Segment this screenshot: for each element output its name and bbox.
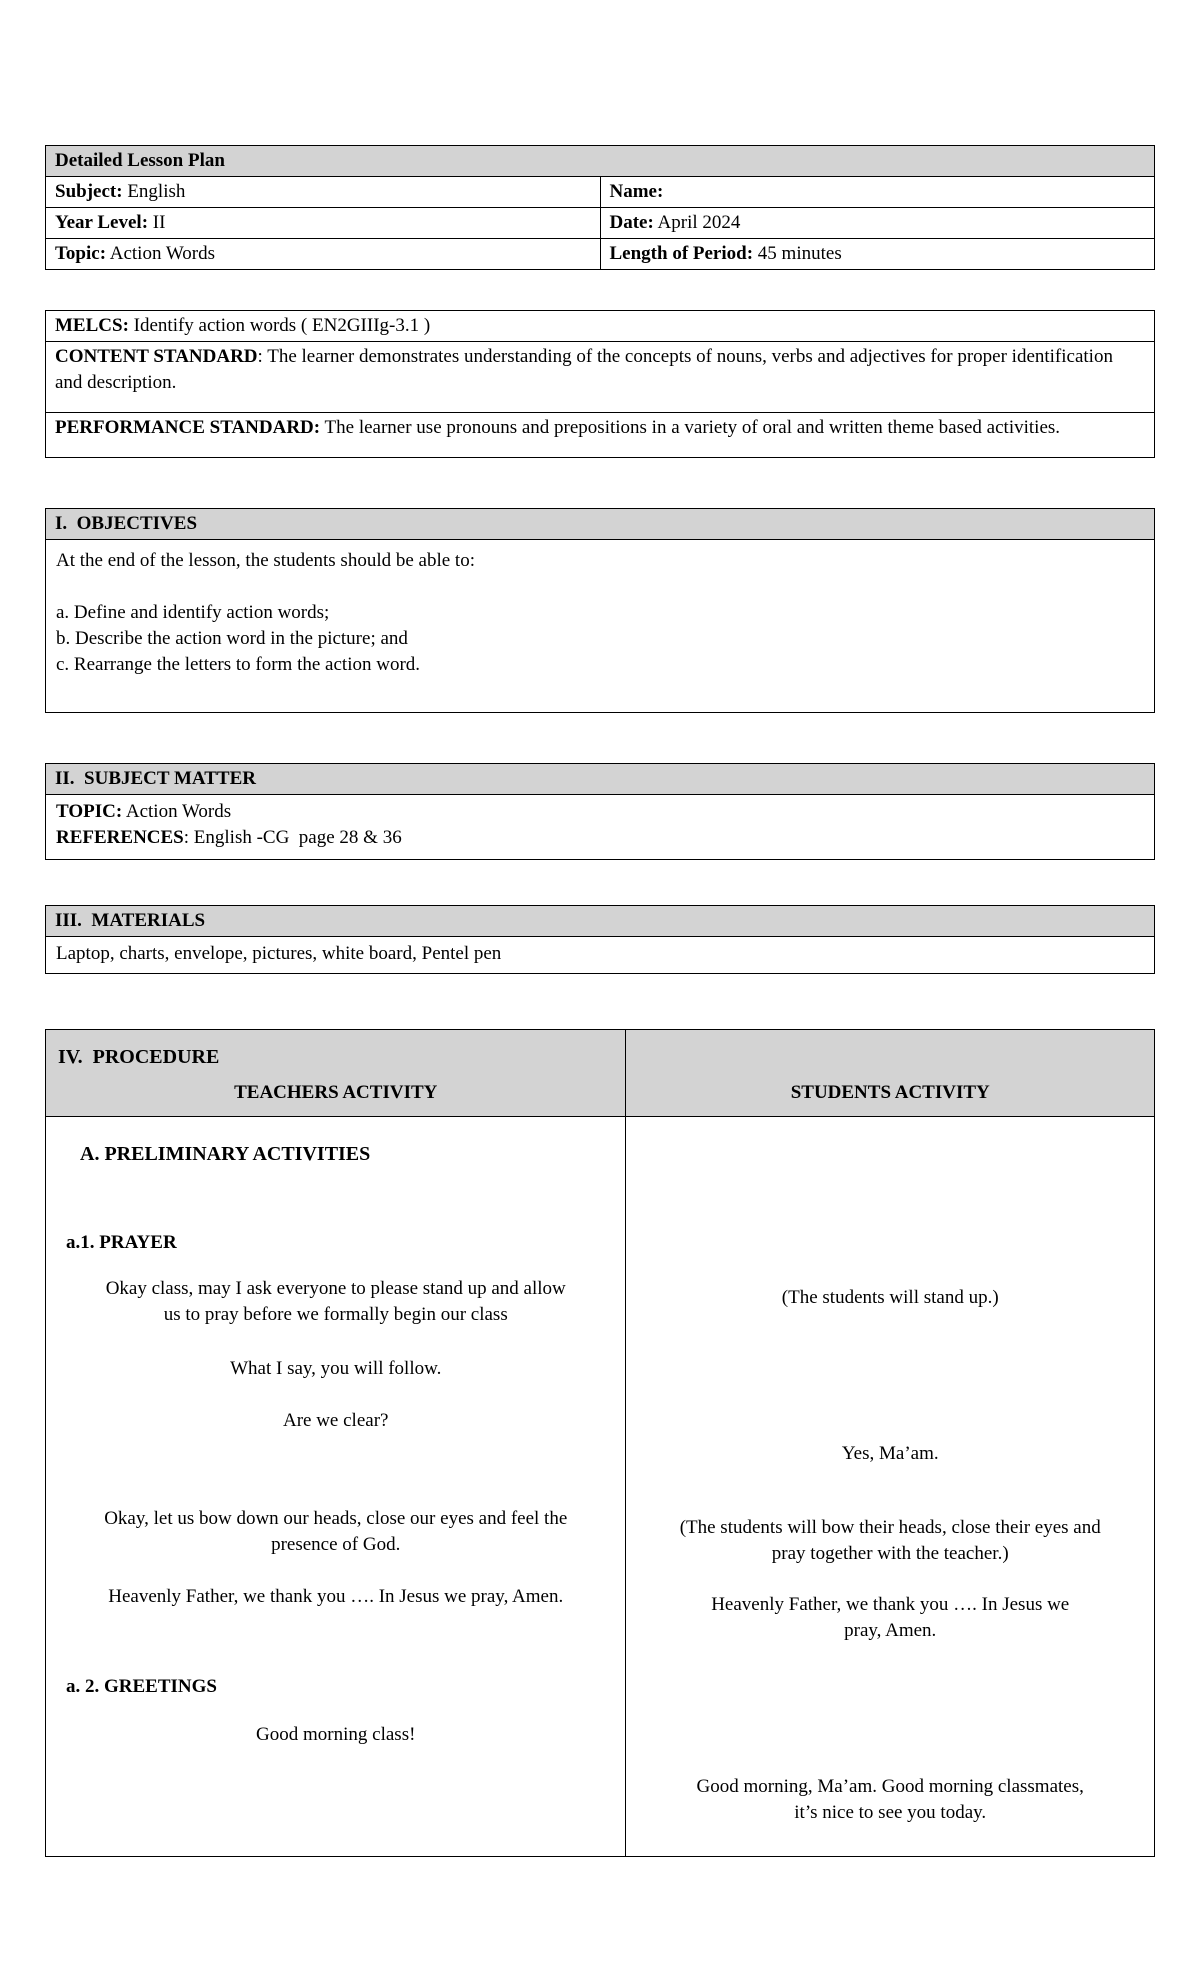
- materials-table: [45, 905, 1155, 974]
- subject-matter-heading: II. SUBJECT MATTER: [55, 768, 256, 789]
- spacer: [56, 574, 1144, 600]
- name-label: Name:: [609, 181, 664, 202]
- info-row-topic: [46, 239, 1155, 270]
- procedure-header-left-cell: [46, 1030, 625, 1117]
- performance-standard-label: PERFORMANCE STANDARD:: [55, 417, 321, 438]
- objective-item-a: a. Define and identify action words;: [56, 602, 330, 623]
- subject-matter-body-row: [46, 795, 1155, 860]
- header-spacer: [638, 1042, 1142, 1072]
- subject-value: English: [127, 181, 186, 202]
- objective-item-b: b. Describe the action word in the picture; and: [56, 628, 408, 649]
- topic-cell: [46, 239, 601, 270]
- melcs-label: MELCS:: [55, 315, 129, 336]
- document-title: Detailed Lesson Plan: [55, 150, 225, 171]
- period-label: Length of Period:: [609, 243, 754, 264]
- references-value: : English -CG page 28 & 36: [183, 827, 402, 848]
- melcs-row: [46, 311, 1155, 342]
- content-standard-row: [46, 342, 1155, 413]
- subject-matter-header-cell: [46, 764, 1155, 795]
- students-activity-header: STUDENTS ACTIVITY: [790, 1082, 990, 1103]
- info-title-row: [46, 146, 1155, 177]
- procedure-body: [46, 1117, 1154, 1856]
- year-level-cell: [46, 208, 601, 239]
- objectives-heading: I. OBJECTIVES: [55, 513, 198, 534]
- content-standard-cell: [46, 342, 1155, 413]
- greetings-heading: a. 2. GREETINGS: [66, 1676, 217, 1697]
- year-level-value: II: [152, 212, 166, 233]
- objectives-table: [45, 508, 1155, 713]
- info-row-year: [46, 208, 1155, 239]
- student-response-2: Yes, Ma’am.: [841, 1443, 939, 1464]
- melcs-text: Identify action words ( EN2GIIIg-3.1 ): [133, 315, 431, 336]
- topic-value: Action Words: [109, 243, 216, 264]
- teacher-greeting-line: Good morning class!: [256, 1724, 416, 1745]
- objectives-header-cell: [46, 509, 1155, 540]
- subject-matter-topic-line: [56, 799, 1144, 825]
- content-standard-label: CONTENT STANDARD: [55, 346, 258, 367]
- teacher-prayer-line-2: What I say, you will follow.: [230, 1358, 442, 1379]
- melcs-cell: [46, 311, 1155, 342]
- subject-matter-body-cell: [46, 795, 1155, 860]
- topic-label: Topic:: [55, 243, 107, 264]
- materials-heading: III. MATERIALS: [55, 910, 206, 931]
- period-cell: [600, 239, 1155, 270]
- student-response-3: (The students will bow their heads, close their eyes and pray together with the teacher.): [679, 1517, 1101, 1564]
- objectives-body-row: [46, 540, 1155, 713]
- preliminary-activities-heading: A. PRELIMINARY ACTIVITIES: [80, 1143, 371, 1165]
- objectives-intro: At the end of the lesson, the students should be able to:: [56, 550, 475, 571]
- student-response-4: Heavenly Father, we thank you …. In Jesus we pray, Amen.: [711, 1594, 1070, 1641]
- student-response-5: Good morning, Ma’am. Good morning classmates, it’s nice to see you today.: [696, 1776, 1084, 1823]
- teacher-prayer-line-4: Okay, let us bow down our heads, close our eyes and feel the presence of God.: [104, 1508, 568, 1555]
- references-label: REFERENCES: [56, 827, 184, 848]
- objectives-body-cell: [46, 540, 1155, 713]
- procedure-header-right-cell: [625, 1030, 1154, 1117]
- procedure-table: [45, 1029, 1155, 1857]
- year-level-label: Year Level:: [55, 212, 149, 233]
- procedure-header: [46, 1030, 1154, 1117]
- procedure-heading: IV. PROCEDURE: [58, 1046, 220, 1068]
- subject-matter-references-line: [56, 825, 1144, 851]
- content-standard-text: : The learner demonstrates understanding of the concepts of nouns, verbs and adjectives for proper identification and description.: [55, 346, 1113, 393]
- materials-header-cell: [46, 906, 1155, 937]
- date-cell: [600, 208, 1155, 239]
- subject-matter-table: [45, 763, 1155, 860]
- student-response-1: (The students will stand up.): [781, 1287, 999, 1308]
- performance-standard-text: The learner use pronouns and prepositions in a variety of oral and written theme based activities.: [324, 417, 1061, 438]
- teachers-activity-column: [46, 1117, 625, 1856]
- date-value: April 2024: [657, 212, 741, 233]
- materials-header-row: [46, 906, 1155, 937]
- materials-body-cell: [46, 937, 1155, 974]
- prayer-heading: a.1. PRAYER: [66, 1232, 177, 1253]
- subject-cell: [46, 177, 601, 208]
- period-value: 45 minutes: [757, 243, 842, 264]
- materials-text: Laptop, charts, envelope, pictures, white board, Pentel pen: [56, 943, 502, 964]
- teacher-prayer-line-1: Okay class, may I ask everyone to please stand up and allow us to pray before we formally begin our class: [105, 1278, 566, 1325]
- subject-matter-topic-value: Action Words: [125, 801, 232, 822]
- performance-standard-row: [46, 413, 1155, 458]
- materials-body-row: [46, 937, 1155, 974]
- lesson-info-table: [45, 145, 1155, 270]
- teacher-prayer-line-3: Are we clear?: [282, 1410, 389, 1431]
- students-activity-column: [625, 1117, 1154, 1856]
- info-title-cell: [46, 146, 1155, 177]
- standards-table: [45, 310, 1155, 458]
- date-label: Date:: [609, 212, 654, 233]
- teachers-activity-header: TEACHERS ACTIVITY: [234, 1082, 438, 1103]
- name-cell: [600, 177, 1155, 208]
- objectives-header-row: [46, 509, 1155, 540]
- performance-standard-cell: [46, 413, 1155, 458]
- teacher-prayer-line-5: Heavenly Father, we thank you …. In Jesus we pray, Amen.: [108, 1586, 564, 1607]
- subject-matter-header-row: [46, 764, 1155, 795]
- info-row-subject: [46, 177, 1155, 208]
- objective-item-c: c. Rearrange the letters to form the action word.: [56, 654, 421, 675]
- subject-label: Subject:: [55, 181, 123, 202]
- subject-matter-topic-label: TOPIC:: [56, 801, 123, 822]
